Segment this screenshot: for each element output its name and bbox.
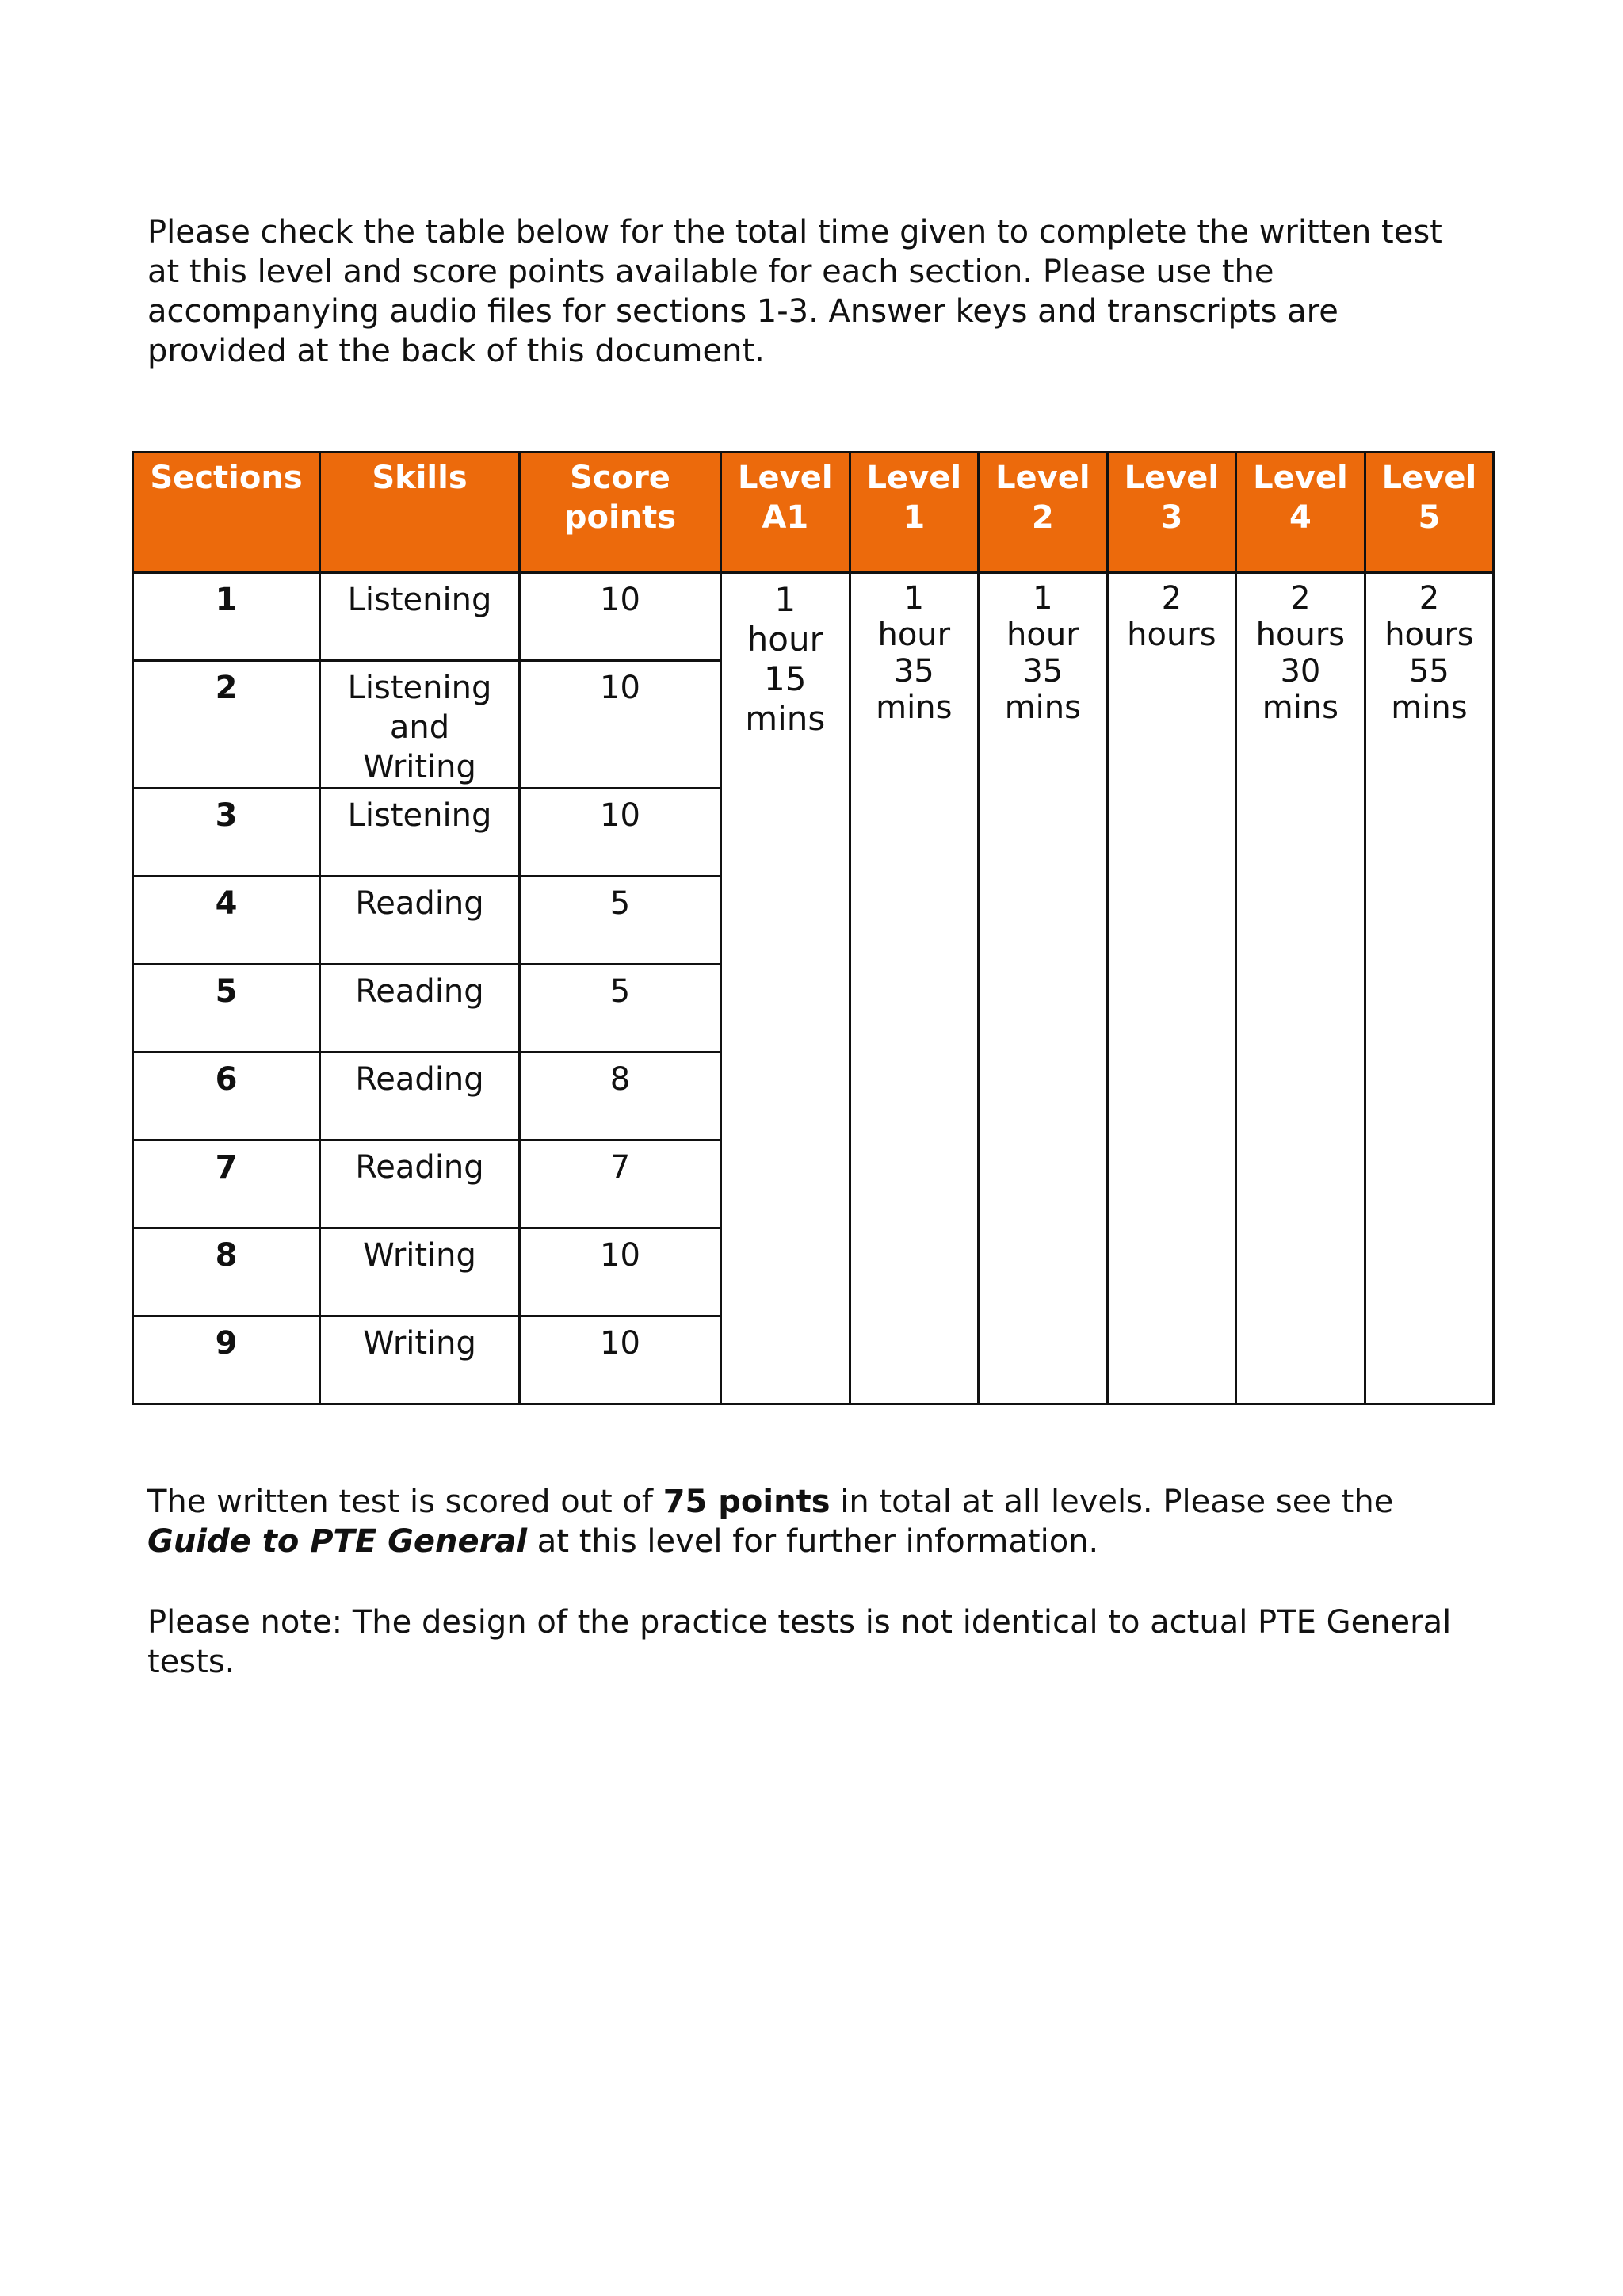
scoring-text-post: at this level for further information. xyxy=(527,1523,1099,1560)
skill-cell: Writing xyxy=(320,1228,520,1316)
section-number: 7 xyxy=(133,1140,320,1228)
header-level-3: Level 3 xyxy=(1107,453,1236,573)
score-points-cell: 10 xyxy=(520,789,721,877)
table-row xyxy=(133,573,1494,661)
guide-title: Guide to PTE General xyxy=(147,1523,528,1560)
header-score-points: Score points xyxy=(520,453,721,573)
table-header-row xyxy=(133,453,1494,573)
time-level-3: 2 hours xyxy=(1107,573,1236,1404)
header-level-4: Level 4 xyxy=(1236,453,1365,573)
score-points-cell: 7 xyxy=(520,1140,721,1228)
section-number: 1 xyxy=(133,573,320,661)
section-number: 8 xyxy=(133,1228,320,1316)
skill-cell: Reading xyxy=(320,1140,520,1228)
scoring-text-mid: in total at all levels. Please see the xyxy=(830,1484,1394,1520)
intro-paragraph: Please check the table below for the total time given to complete the written test at this level and score points available for each section. Please use the accompanying audio files for sections 1-3. Answer keys and transcripts are provided at the back of this document. xyxy=(147,214,1442,369)
header-level-1: Level 1 xyxy=(850,453,979,573)
score-points-cell: 5 xyxy=(520,877,721,965)
section-number: 2 xyxy=(133,661,320,789)
score-points-cell: 10 xyxy=(520,1228,721,1316)
skill-cell: Listening xyxy=(320,573,520,661)
section-number: 6 xyxy=(133,1052,320,1140)
header-level-a1: Level A1 xyxy=(721,453,850,573)
skill-cell: Reading xyxy=(320,877,520,965)
scoring-paragraph xyxy=(147,1482,1479,1561)
time-level-5: 2 hours 55 mins xyxy=(1365,573,1494,1404)
skill-cell: Listening and Writing xyxy=(320,661,520,789)
score-points-cell: 10 xyxy=(520,1316,721,1404)
score-points-cell: 10 xyxy=(520,573,721,661)
time-level-1: 1 hour 35 mins xyxy=(850,573,979,1404)
score-points-cell: 10 xyxy=(520,661,721,789)
time-level-4: 2 hours 30 mins xyxy=(1236,573,1365,1404)
header-skills: Skills xyxy=(320,453,520,573)
skill-cell: Reading xyxy=(320,965,520,1052)
scoring-text-pre: The written test is scored out of xyxy=(147,1484,663,1520)
note-paragraph: Please note: The design of the practice tests is not identical to actual PTE General tests. xyxy=(147,1604,1452,1680)
section-number: 9 xyxy=(133,1316,320,1404)
section-number: 4 xyxy=(133,877,320,965)
header-level-2: Level 2 xyxy=(979,453,1108,573)
section-number: 3 xyxy=(133,789,320,877)
skill-cell: Writing xyxy=(320,1316,520,1404)
header-sections: Sections xyxy=(133,453,320,573)
score-points-cell: 5 xyxy=(520,965,721,1052)
header-level-5: Level 5 xyxy=(1365,453,1494,573)
timing-score-table xyxy=(132,451,1495,1405)
time-level-a1: 1 hour 15 mins xyxy=(721,573,850,1404)
total-points-emphasis: 75 points xyxy=(663,1484,831,1520)
skill-cell: Listening xyxy=(320,789,520,877)
time-level-2: 1 hour 35 mins xyxy=(979,573,1108,1404)
section-number: 5 xyxy=(133,965,320,1052)
skill-cell: Reading xyxy=(320,1052,520,1140)
score-points-cell: 8 xyxy=(520,1052,721,1140)
